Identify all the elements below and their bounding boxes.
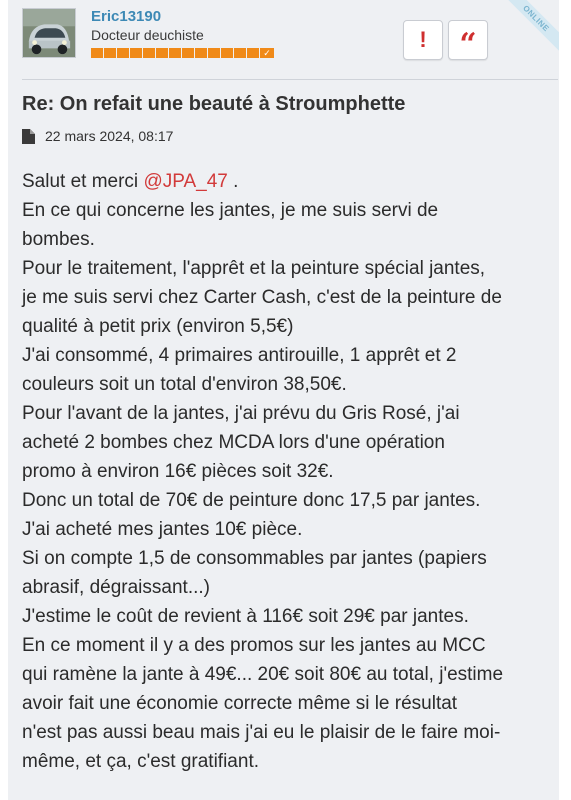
post-title: Re: On refait une beauté à Stroumphette [22, 93, 406, 115]
rank-segment [156, 48, 168, 58]
post-line: abrasif, dégraissant...) [22, 577, 210, 598]
report-button[interactable] [403, 20, 443, 60]
post-line: Pour le traitement, l'apprêt et la peinture spécial jantes, [22, 258, 486, 279]
post-line: qualité à petit prix (environ 5,5€) [22, 316, 294, 337]
rank-segment [117, 48, 129, 58]
rank-segment [130, 48, 142, 58]
username-link[interactable]: Eric13190 [91, 8, 162, 25]
post-line: avoir fait une économie correcte même si le résultat [22, 693, 458, 714]
post-line: qui ramène la jante à 49€... 20€ soit 80€ au total, j'estime [22, 664, 504, 685]
header-divider [22, 79, 558, 80]
user-mention-link[interactable]: @JPA_47 [143, 171, 228, 192]
rank-segment [104, 48, 116, 58]
post-line: n'est pas aussi beau mais j'ai eu le plaisir de le faire moi- [22, 722, 501, 743]
rank-segment [169, 48, 181, 58]
post-line: Donc un total de 70€ de peinture donc 17,5 par jantes. [22, 490, 481, 511]
rank-segment [234, 48, 246, 58]
quote-button[interactable] [448, 20, 488, 60]
rank-segment [182, 48, 194, 58]
post-line: En ce qui concerne les jantes, je me suis servi de [22, 200, 439, 221]
file-icon [22, 129, 35, 144]
rank-check-icon: ✓ [260, 48, 274, 58]
post-line: même, et ça, c'est gratifiant. [22, 751, 259, 772]
rank-segment [91, 48, 103, 58]
post-line [22, 167, 547, 196]
user-rank: Docteur deuchiste [91, 27, 204, 43]
greeting-end: . [227, 171, 239, 192]
post-line: acheté 2 bombes chez MCDA lors d'une opération [22, 432, 445, 453]
post-line: couleurs soit un total d'environ 38,50€. [22, 374, 347, 395]
post-meta [22, 128, 173, 144]
post-line: J'ai acheté mes jantes 10€ pièce. [22, 519, 303, 540]
post-line: J'estime le coût de revient à 116€ soit 29€ par jantes. [22, 606, 469, 627]
post-line: J'ai consommé, 4 primaires antirouille, 1 apprêt et 2 [22, 345, 457, 366]
post-body [22, 167, 547, 776]
post-line: promo à environ 16€ pièces soit 32€. [22, 461, 334, 482]
online-ribbon [495, 0, 559, 64]
rank-progress-bar [91, 48, 274, 58]
rank-segment [208, 48, 220, 58]
post-line: Pour l'avant de la jantes, j'ai prévu du Gris Rosé, j'ai [22, 403, 460, 424]
car-avatar-image [23, 9, 75, 57]
post-line: bombes. [22, 229, 95, 250]
quote-icon: “ [459, 27, 477, 62]
exclamation-icon: ! [419, 27, 427, 52]
online-badge: ONLINE [500, 0, 559, 55]
greeting-text: Salut et merci [22, 171, 144, 192]
avatar[interactable] [22, 8, 76, 58]
post-line: En ce moment il y a des promos sur les jantes au MCC [22, 635, 486, 656]
forum-post [8, 0, 559, 800]
rank-segment [247, 48, 259, 58]
rank-segment [221, 48, 233, 58]
post-line: je me suis servi chez Carter Cash, c'est de la peinture de [22, 287, 502, 308]
post-line: Si on compte 1,5 de consommables par jantes (papiers [22, 548, 487, 569]
rank-segment [195, 48, 207, 58]
rank-segment [143, 48, 155, 58]
post-date[interactable]: 22 mars 2024, 08:17 [45, 128, 174, 144]
